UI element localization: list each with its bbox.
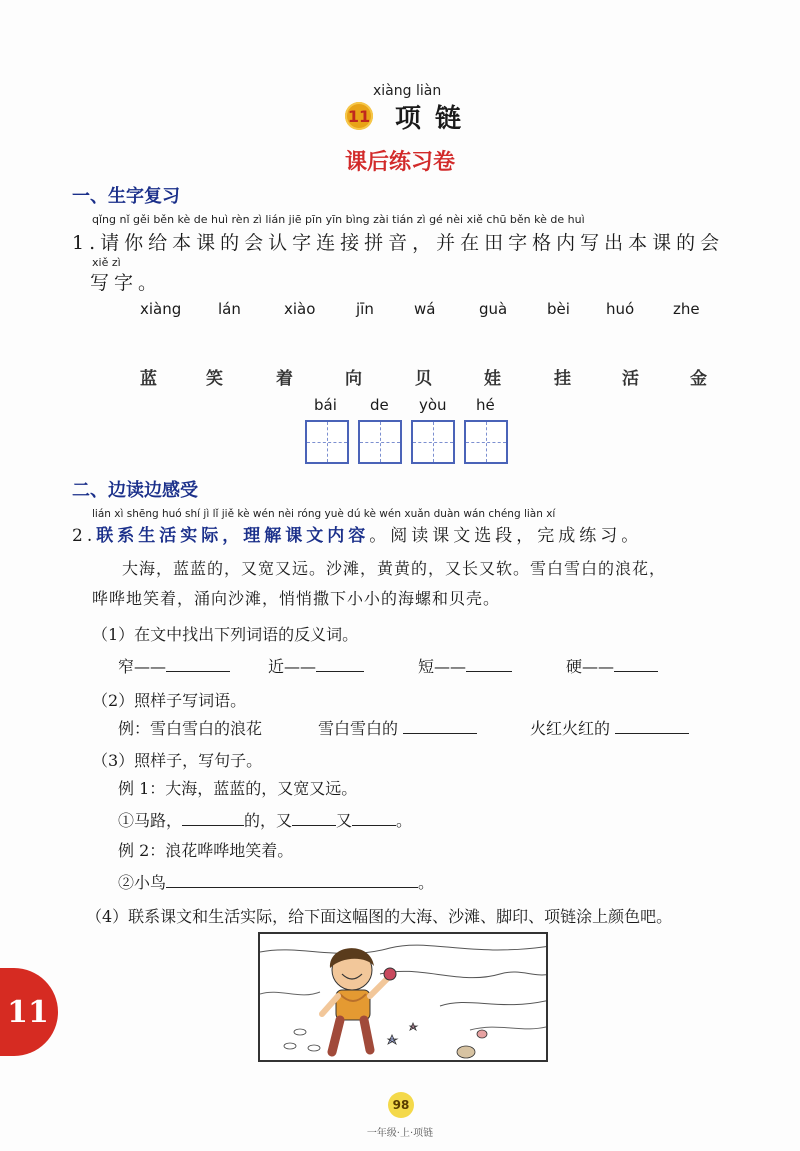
passage-line: 哗哗地笑着，涌向沙滩，悄悄撒下小小的海螺和贝壳。	[92, 589, 501, 608]
character-choice[interactable]: 娃	[484, 369, 501, 389]
section-heading-1: 一、生字复习	[72, 186, 180, 207]
pinyin-choice[interactable]: lán	[218, 300, 241, 318]
question-1-line2: 写字。	[90, 272, 163, 294]
character-choice[interactable]: 活	[622, 369, 639, 389]
tianzige-box[interactable]	[411, 420, 455, 464]
question-2-number: 2.	[72, 526, 97, 546]
sub-question-1: （1）在文中找出下列词语的反义词。	[92, 625, 359, 644]
sub-question-2: （2）照样子写词语。	[92, 691, 247, 710]
character-choice[interactable]: 挂	[554, 369, 571, 389]
pinyin-choice[interactable]: bèi	[547, 300, 570, 318]
sub-question-3: （3）照样子，写句子。	[92, 751, 263, 770]
antonym-prompt: 硬——	[566, 654, 658, 677]
answer-blank[interactable]	[614, 657, 658, 672]
answer-blank[interactable]	[316, 657, 364, 672]
character-choice[interactable]: 金	[690, 369, 707, 389]
answer-blank[interactable]	[615, 719, 689, 734]
chapter-side-tab: 11	[0, 968, 58, 1056]
answer-blank[interactable]	[403, 719, 477, 734]
writing-pinyin: de	[370, 396, 389, 414]
character-choice[interactable]: 着	[276, 369, 293, 389]
question-2	[72, 521, 642, 546]
pinyin-choice[interactable]: wá	[414, 300, 436, 318]
antonym-prompt: 窄——	[118, 654, 230, 677]
question-2-bold: 联系生活实际，理解课文内容	[96, 526, 370, 546]
lesson-title-pinyin: xiàng liàn	[373, 83, 442, 99]
character-choice[interactable]: 向	[345, 369, 362, 389]
example-2: 例：雪白雪白的浪花	[118, 719, 263, 738]
word-prompt: 雪白雪白的	[318, 716, 477, 739]
q1-pinyin-line1: qǐng nǐ gěi běn kè de huì rèn zì lián jiē pīn yīn bìng zài tián zì gé nèi xiě chū běn kè de huì	[92, 213, 585, 226]
answer-blank[interactable]	[166, 873, 418, 888]
writing-pinyin: bái	[314, 396, 337, 414]
pinyin-choice[interactable]: xiào	[284, 300, 316, 318]
writing-pinyin: yòu	[419, 396, 447, 414]
page-subtitle: 课后练习卷	[344, 150, 455, 175]
answer-blank[interactable]	[182, 811, 244, 826]
page-footer: 一年级·上·项链	[366, 1128, 434, 1139]
tianzige-box[interactable]	[464, 420, 508, 464]
character-choice[interactable]: 笑	[206, 369, 223, 389]
sentence-prompt-2: ②小鸟 。	[118, 873, 435, 892]
tianzige-box[interactable]	[358, 420, 402, 464]
pinyin-choice[interactable]: guà	[479, 300, 508, 318]
question-1-line1: 1.请你给本课的会认字连接拼音，并在田字格内写出本课的会	[72, 232, 725, 254]
lesson-title: 项链	[395, 104, 476, 134]
q1-pinyin-line2: xiě zì	[92, 256, 121, 269]
passage-line: 大海，蓝蓝的，又宽又远。沙滩，黄黄的，又长又软。雪白雪白的浪花，	[122, 559, 667, 578]
answer-blank[interactable]	[352, 811, 396, 826]
answer-blank[interactable]	[292, 811, 336, 826]
pinyin-choice[interactable]: jīn	[356, 300, 374, 318]
q2-pinyin: lián xì shēng huó shí jì lǐ jiě kè wén nèi róng yuè dú kè wén xuǎn duàn wán chéng liàn xí	[92, 508, 556, 520]
antonym-prompt: 近——	[268, 654, 364, 677]
writing-pinyin: hé	[476, 396, 495, 414]
pinyin-choice[interactable]: huó	[606, 300, 635, 318]
example-3-1: 例 1：大海，蓝蓝的，又宽又远。	[118, 779, 358, 798]
pinyin-choice[interactable]: zhe	[673, 300, 700, 318]
reading-passage	[92, 554, 752, 614]
character-choice[interactable]: 蓝	[140, 369, 157, 389]
section-heading-2: 二、边读边感受	[72, 480, 198, 501]
sub-question-4: （4）联系课文和生活实际，给下面这幅图的大海、沙滩、脚印、项链涂上颜色吧。	[86, 907, 673, 926]
question-2-rest: 。阅读课文选段，完成练习。	[369, 526, 643, 546]
lesson-number-badge: 11	[345, 102, 373, 130]
beach-illustration[interactable]	[258, 932, 548, 1062]
tianzige-box[interactable]	[305, 420, 349, 464]
beach-drawing	[260, 934, 548, 1062]
answer-blank[interactable]	[466, 657, 512, 672]
antonym-prompt: 短——	[418, 654, 512, 677]
sentence-prompt-1: ①马路， 的，又 又 。	[118, 811, 413, 830]
answer-blank[interactable]	[166, 657, 230, 672]
example-3-2: 例 2：浪花哗哗地笑着。	[118, 841, 294, 860]
character-choice[interactable]: 贝	[415, 369, 432, 389]
word-prompt: 火红火红的	[530, 716, 689, 739]
page-number: 98	[388, 1092, 414, 1118]
pinyin-choice[interactable]: xiàng	[140, 300, 182, 318]
